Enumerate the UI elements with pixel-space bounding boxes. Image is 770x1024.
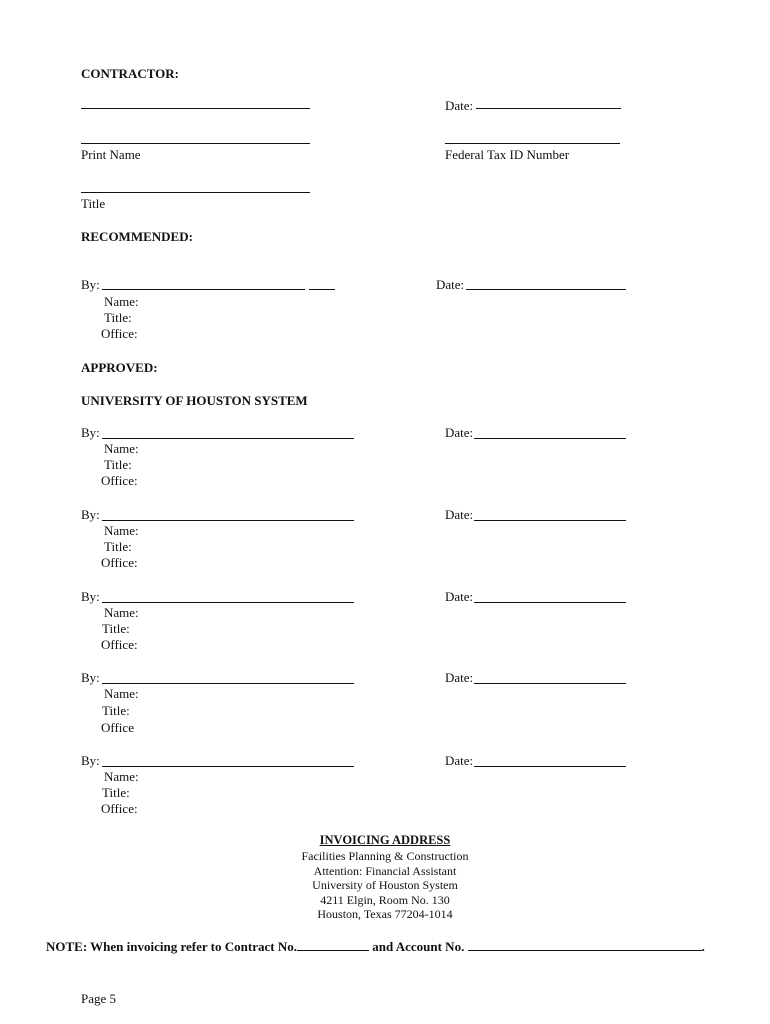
approved-heading: APPROVED:	[81, 360, 158, 375]
approved-signer-block	[0, 589, 770, 671]
signer-by-label: By:	[81, 670, 100, 685]
approved-signer-block	[0, 753, 770, 835]
invoicing-heading: INVOICING ADDRESS	[319, 833, 451, 847]
recommended-date-line[interactable]	[466, 289, 626, 290]
signer-title-label: Title:	[102, 703, 130, 718]
signer-by-label: By:	[81, 753, 100, 768]
contract-number-line[interactable]	[297, 938, 369, 951]
invoicing-line: University of Houston System	[312, 878, 458, 893]
approved-signer-block	[0, 670, 770, 752]
signer-signature-line[interactable]	[102, 766, 354, 767]
approved-org: UNIVERSITY OF HOUSTON SYSTEM	[81, 393, 308, 408]
contractor-date-label: Date:	[445, 98, 474, 113]
note-middle: and Account No.	[368, 939, 468, 954]
signer-by-label: By:	[81, 507, 100, 522]
signer-office-label: Office:	[101, 801, 138, 816]
note-prefix: NOTE: When invoicing refer to Contract No.	[46, 939, 297, 954]
approved-signer-block	[0, 425, 770, 507]
signer-signature-line[interactable]	[102, 438, 354, 439]
signer-date-line[interactable]	[474, 766, 626, 767]
recommended-title-label: Title:	[104, 310, 132, 325]
signer-name-label: Name:	[104, 686, 139, 701]
recommended-heading: RECOMMENDED:	[81, 229, 193, 244]
signer-date-line[interactable]	[474, 602, 626, 603]
signer-signature-line[interactable]	[102, 683, 354, 684]
signer-office-label: Office:	[101, 555, 138, 570]
contractor-heading: CONTRACTOR:	[81, 66, 179, 81]
signer-date-line[interactable]	[474, 438, 626, 439]
signer-title-label: Title:	[104, 457, 132, 472]
invoicing-line: Facilities Planning & Construction	[301, 849, 469, 863]
signer-name-label: Name:	[104, 441, 139, 456]
contractor-title-line[interactable]	[81, 192, 310, 193]
signer-office-label: Office:	[101, 637, 138, 652]
signer-name-label: Name:	[104, 605, 139, 620]
recommended-name-label: Name:	[104, 294, 139, 309]
signer-signature-line[interactable]	[102, 602, 354, 603]
contractor-print-name-label: Print Name	[81, 147, 141, 162]
recommended-date-label: Date:	[436, 277, 465, 292]
account-number-line[interactable]	[468, 938, 702, 951]
signer-title-label: Title:	[104, 539, 132, 554]
signer-date-label: Date:	[445, 589, 474, 604]
signer-date-label: Date:	[445, 670, 474, 685]
invoicing-note	[46, 938, 705, 955]
signer-signature-line[interactable]	[102, 520, 354, 521]
contractor-date-line[interactable]	[476, 108, 621, 109]
contractor-tax-id-line[interactable]	[445, 143, 620, 144]
signer-date-label: Date:	[445, 507, 474, 522]
invoicing-line: Attention: Financial Assistant	[313, 863, 457, 878]
signer-date-line[interactable]	[474, 520, 626, 521]
signer-office-label: Office:	[101, 473, 138, 488]
contractor-print-name-line[interactable]	[81, 143, 310, 144]
recommended-signature-line[interactable]	[102, 289, 305, 290]
recommended-signature-line-ext	[309, 289, 335, 290]
contractor-title-label: Title	[81, 196, 106, 211]
signer-date-label: Date:	[445, 753, 474, 768]
approved-signer-block	[0, 507, 770, 589]
signer-office-label: Office	[101, 720, 134, 735]
recommended-by-label: By:	[81, 277, 100, 292]
invoicing-line: 4211 Elgin, Room No. 130	[320, 892, 450, 907]
note-suffix: .	[701, 939, 705, 954]
contractor-signature-line[interactable]	[81, 108, 310, 109]
signer-by-label: By:	[81, 425, 100, 440]
signer-name-label: Name:	[104, 769, 139, 784]
invoicing-line: Houston, Texas 77204-1014	[317, 907, 453, 922]
page-number: Page 5	[81, 991, 117, 1006]
contractor-tax-id-label: Federal Tax ID Number	[445, 147, 570, 162]
signer-title-label: Title:	[102, 621, 130, 636]
signer-title-label: Title:	[102, 785, 130, 800]
signer-by-label: By:	[81, 589, 100, 604]
recommended-office-label: Office:	[101, 326, 138, 341]
signer-name-label: Name:	[104, 523, 139, 538]
signer-date-line[interactable]	[474, 683, 626, 684]
signer-date-label: Date:	[445, 425, 474, 440]
